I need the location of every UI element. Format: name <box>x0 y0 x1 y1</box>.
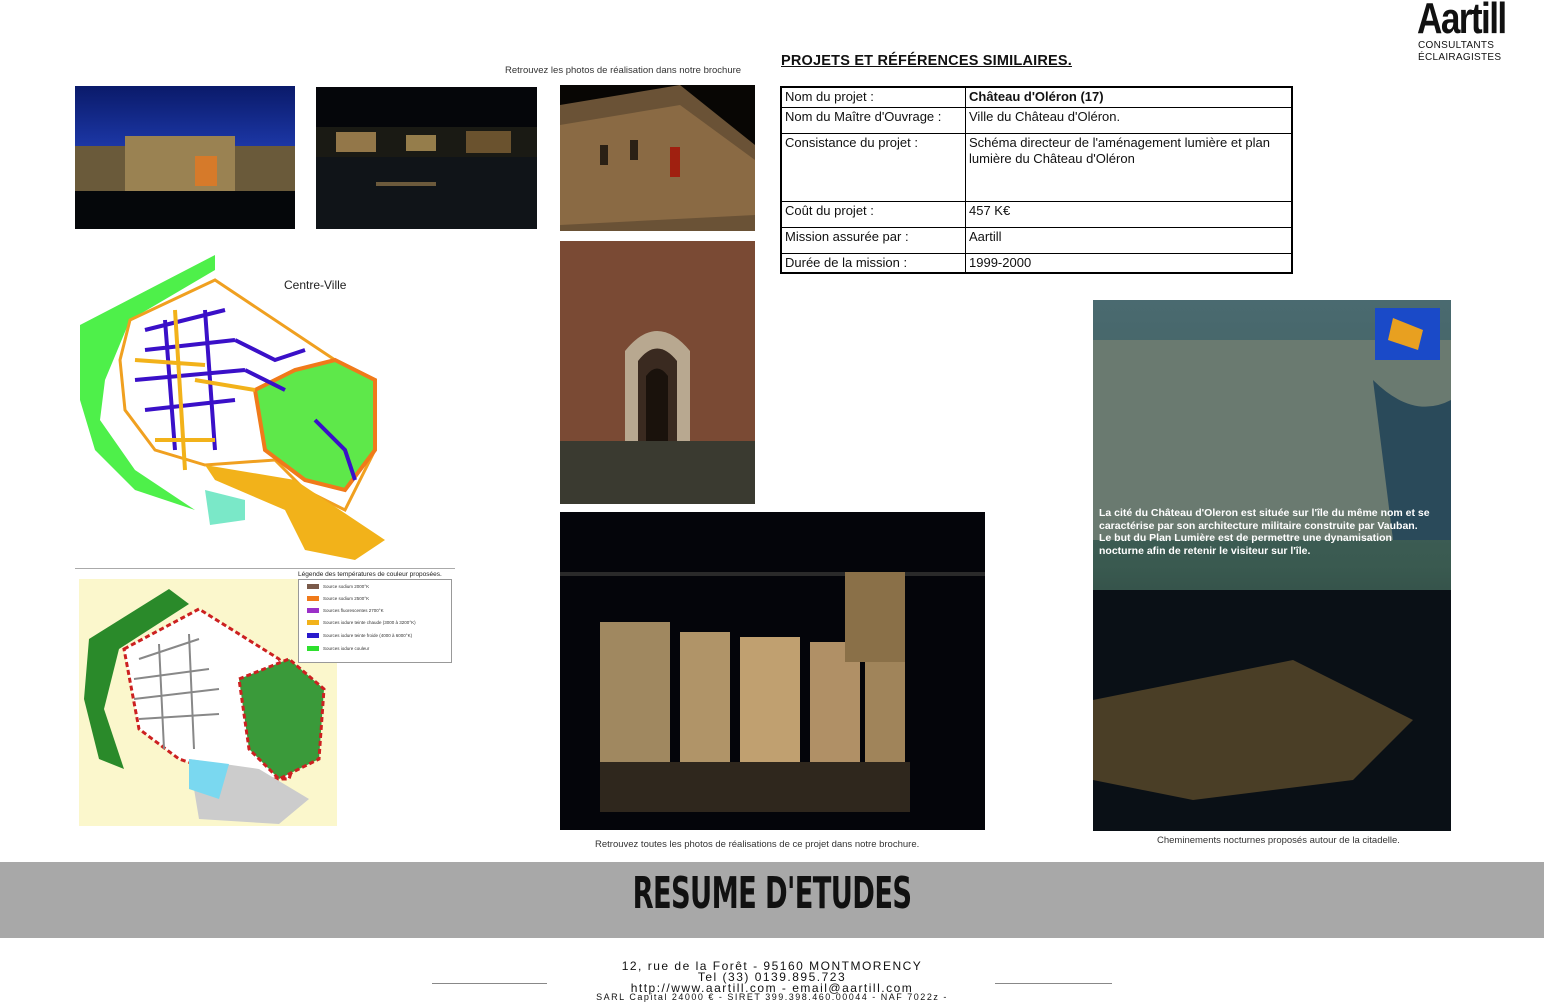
brand-logo: Aartill <box>1417 0 1506 43</box>
photo-bridge-night <box>560 512 985 830</box>
legend-label: Sources iodure couleur <box>323 646 370 651</box>
legend-item <box>307 596 369 601</box>
table-row <box>781 253 1292 273</box>
photo-harbour-night <box>316 87 537 229</box>
row-label: Nom du Maître d'Ouvrage : <box>781 107 966 133</box>
legend-label: Sources iodure teinte chaude (3000 à 3200°K) <box>323 620 416 625</box>
legend-swatch <box>307 620 319 625</box>
top-caption: Retrouvez les photos de réalisation dans notre brochure <box>505 65 742 76</box>
row-value: Château d'Oléron (17) <box>966 87 1293 107</box>
bottom-caption-center: Retrouvez toutes les photos de réalisations de ce projet dans notre brochure. <box>595 839 920 850</box>
row-label: Mission assurée par : <box>781 227 966 253</box>
divider <box>75 568 455 569</box>
table-row <box>781 201 1292 227</box>
footer-address: 12, rue de la Forêt - 95160 MONTMORENCY <box>621 959 923 973</box>
aerial-description-p2: Le but du Plan Lumière est de permettre une dynamisation nocturne afin de retenir le visiteur sur l'île. <box>1099 532 1392 557</box>
row-value: 1999-2000 <box>966 253 1293 273</box>
table-row <box>781 133 1292 201</box>
row-label: Durée de la mission : <box>781 253 966 273</box>
row-value: Ville du Château d'Oléron. <box>966 107 1293 133</box>
legend-label: Source sodium 2000°K <box>323 584 370 589</box>
legend-label: Sources iodure teinte froide (4000 à 6000°K) <box>323 633 413 638</box>
legend-title: Légende des températures de couleur proposées. <box>298 571 442 578</box>
footer-legal: SARL Capital 24000 € - SIRET 399.398.460.00044 - NAF 7022z - <box>596 992 948 1002</box>
legend-swatch <box>307 608 319 613</box>
legend-item <box>307 608 384 613</box>
footer-phone: Tel (33) 0139.895.723 <box>697 970 847 984</box>
map-label: Centre-Ville <box>284 278 347 292</box>
aerial-description-p1: La cité du Château d'Oleron est située sur l'île du même nom et se caractérise par son architecture militaire construite par Vauban. <box>1099 507 1430 532</box>
legend-swatch <box>307 633 319 638</box>
map-centre-ville <box>75 250 395 570</box>
legend-swatch <box>307 584 319 589</box>
legend-label: Source sodium 2500°K <box>323 596 370 601</box>
legend-item <box>307 633 412 638</box>
table-row <box>781 87 1292 107</box>
bottom-caption-right: Cheminements nocturnes proposés autour de la citadelle. <box>1157 835 1400 846</box>
legend-box <box>298 579 452 663</box>
legend-item <box>307 584 369 589</box>
project-info-table <box>780 86 1293 274</box>
row-label: Consistance du projet : <box>781 133 966 201</box>
legend-item <box>307 620 416 625</box>
photo-building-facade <box>560 85 755 231</box>
row-label: Nom du projet : <box>781 87 966 107</box>
table-row <box>781 227 1292 253</box>
row-value: Aartill <box>966 227 1293 253</box>
brand-tagline-1: CONSULTANTS <box>1418 40 1495 51</box>
brand-tagline-2: ÉCLAIRAGISTES <box>1418 52 1502 63</box>
aerial-description <box>1099 507 1439 557</box>
legend-swatch <box>307 646 319 651</box>
photo-aerial-citadel <box>1093 300 1451 831</box>
legend-item <box>307 646 369 651</box>
photo-fort-dusk <box>75 86 295 229</box>
section-heading: PROJETS ET RÉFÉRENCES SIMILAIRES. <box>781 53 1073 69</box>
legend-label: Sources fluorescentes 2700°K <box>323 608 384 613</box>
table-row <box>781 107 1292 133</box>
row-label: Coût du projet : <box>781 201 966 227</box>
footer-web: http://www.aartill.com - email@aartill.com <box>630 981 914 995</box>
banner-title: RESUME D'ETUDES <box>632 868 912 919</box>
row-value: Schéma directeur de l'aménagement lumière et plan lumière du Château d'Oléron <box>966 133 1293 201</box>
legend-swatch <box>307 596 319 601</box>
row-value: 457 K€ <box>966 201 1293 227</box>
photo-vaulted-corridor <box>560 241 755 504</box>
